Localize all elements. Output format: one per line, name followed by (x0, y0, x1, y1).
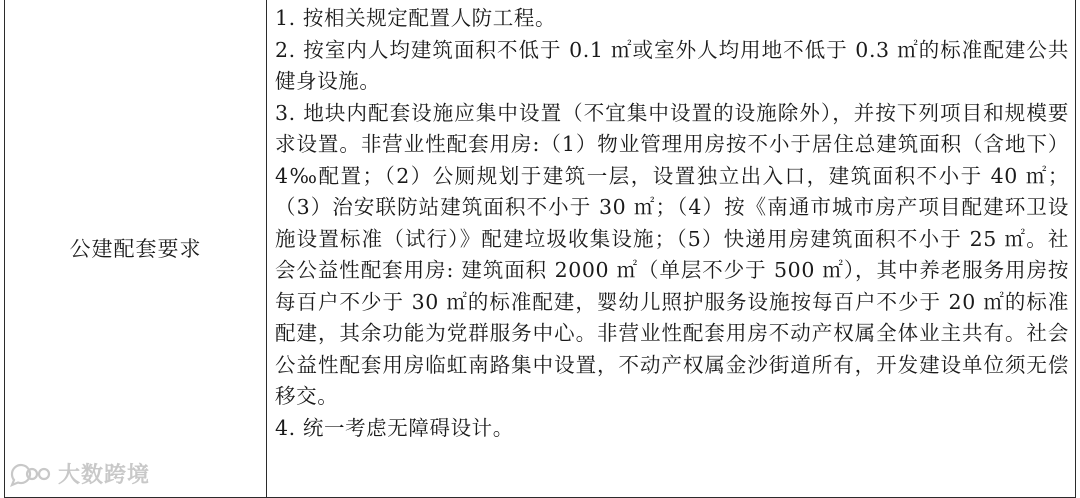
requirements-content-cell (267, 0, 1075, 497)
row-header-cell (5, 0, 267, 497)
watermark (8, 458, 150, 489)
requirement-item-1: 1. 按相关规定配置人防工程。 (275, 6, 557, 30)
requirement-item-2: 2. 按室内人均建筑面积不低于 0.1 ㎡或室外人均用地不低于 0.3 ㎡的标准配建公共健身设施。 (275, 37, 1069, 93)
requirements-table (4, 0, 1076, 498)
watermark-text: 大数跨境 (58, 463, 151, 488)
requirement-item-3: 3. 地块内配套设施应集中设置（不宜集中设置的设施除外），并按下列项目和规模要求设置。非营业性配套用房:（1）物业管理用房按不小于居住总建筑面积（含地下）4‰配置；（2）公厕规划于建筑一层，设置独立出入口，建筑面积不小于 40 ㎡；（3）治安联防站建筑面积不小于 30 ㎡；（4）按《南通市城市房产项目配建环卫设施设置标准（试行）》配建垃圾收集设施；（5）快递用房建筑面积不小于 25 ㎡。社会公益性配套用房: 建筑面积 2000 ㎡（单层不少于 500 ㎡），其中养老服务用房按每百户不少于 30 ㎡的标准配建，婴幼儿照护服务设施按每百户不少于 20 ㎡的标准配建，其余功能为党群服务中心。非营业性配套用房不动产权属全体业主共有。社会公益性配套用房临虹南路集中设置，不动产权属金沙街道所有，开发建设单位须无偿移交。 (275, 100, 1069, 408)
requirement-item-4: 4. 统一考虑无障碍设计。 (275, 415, 514, 440)
chat-bubble-logo-icon (8, 461, 52, 487)
row-header-label: 公建配套要求 (69, 237, 202, 261)
